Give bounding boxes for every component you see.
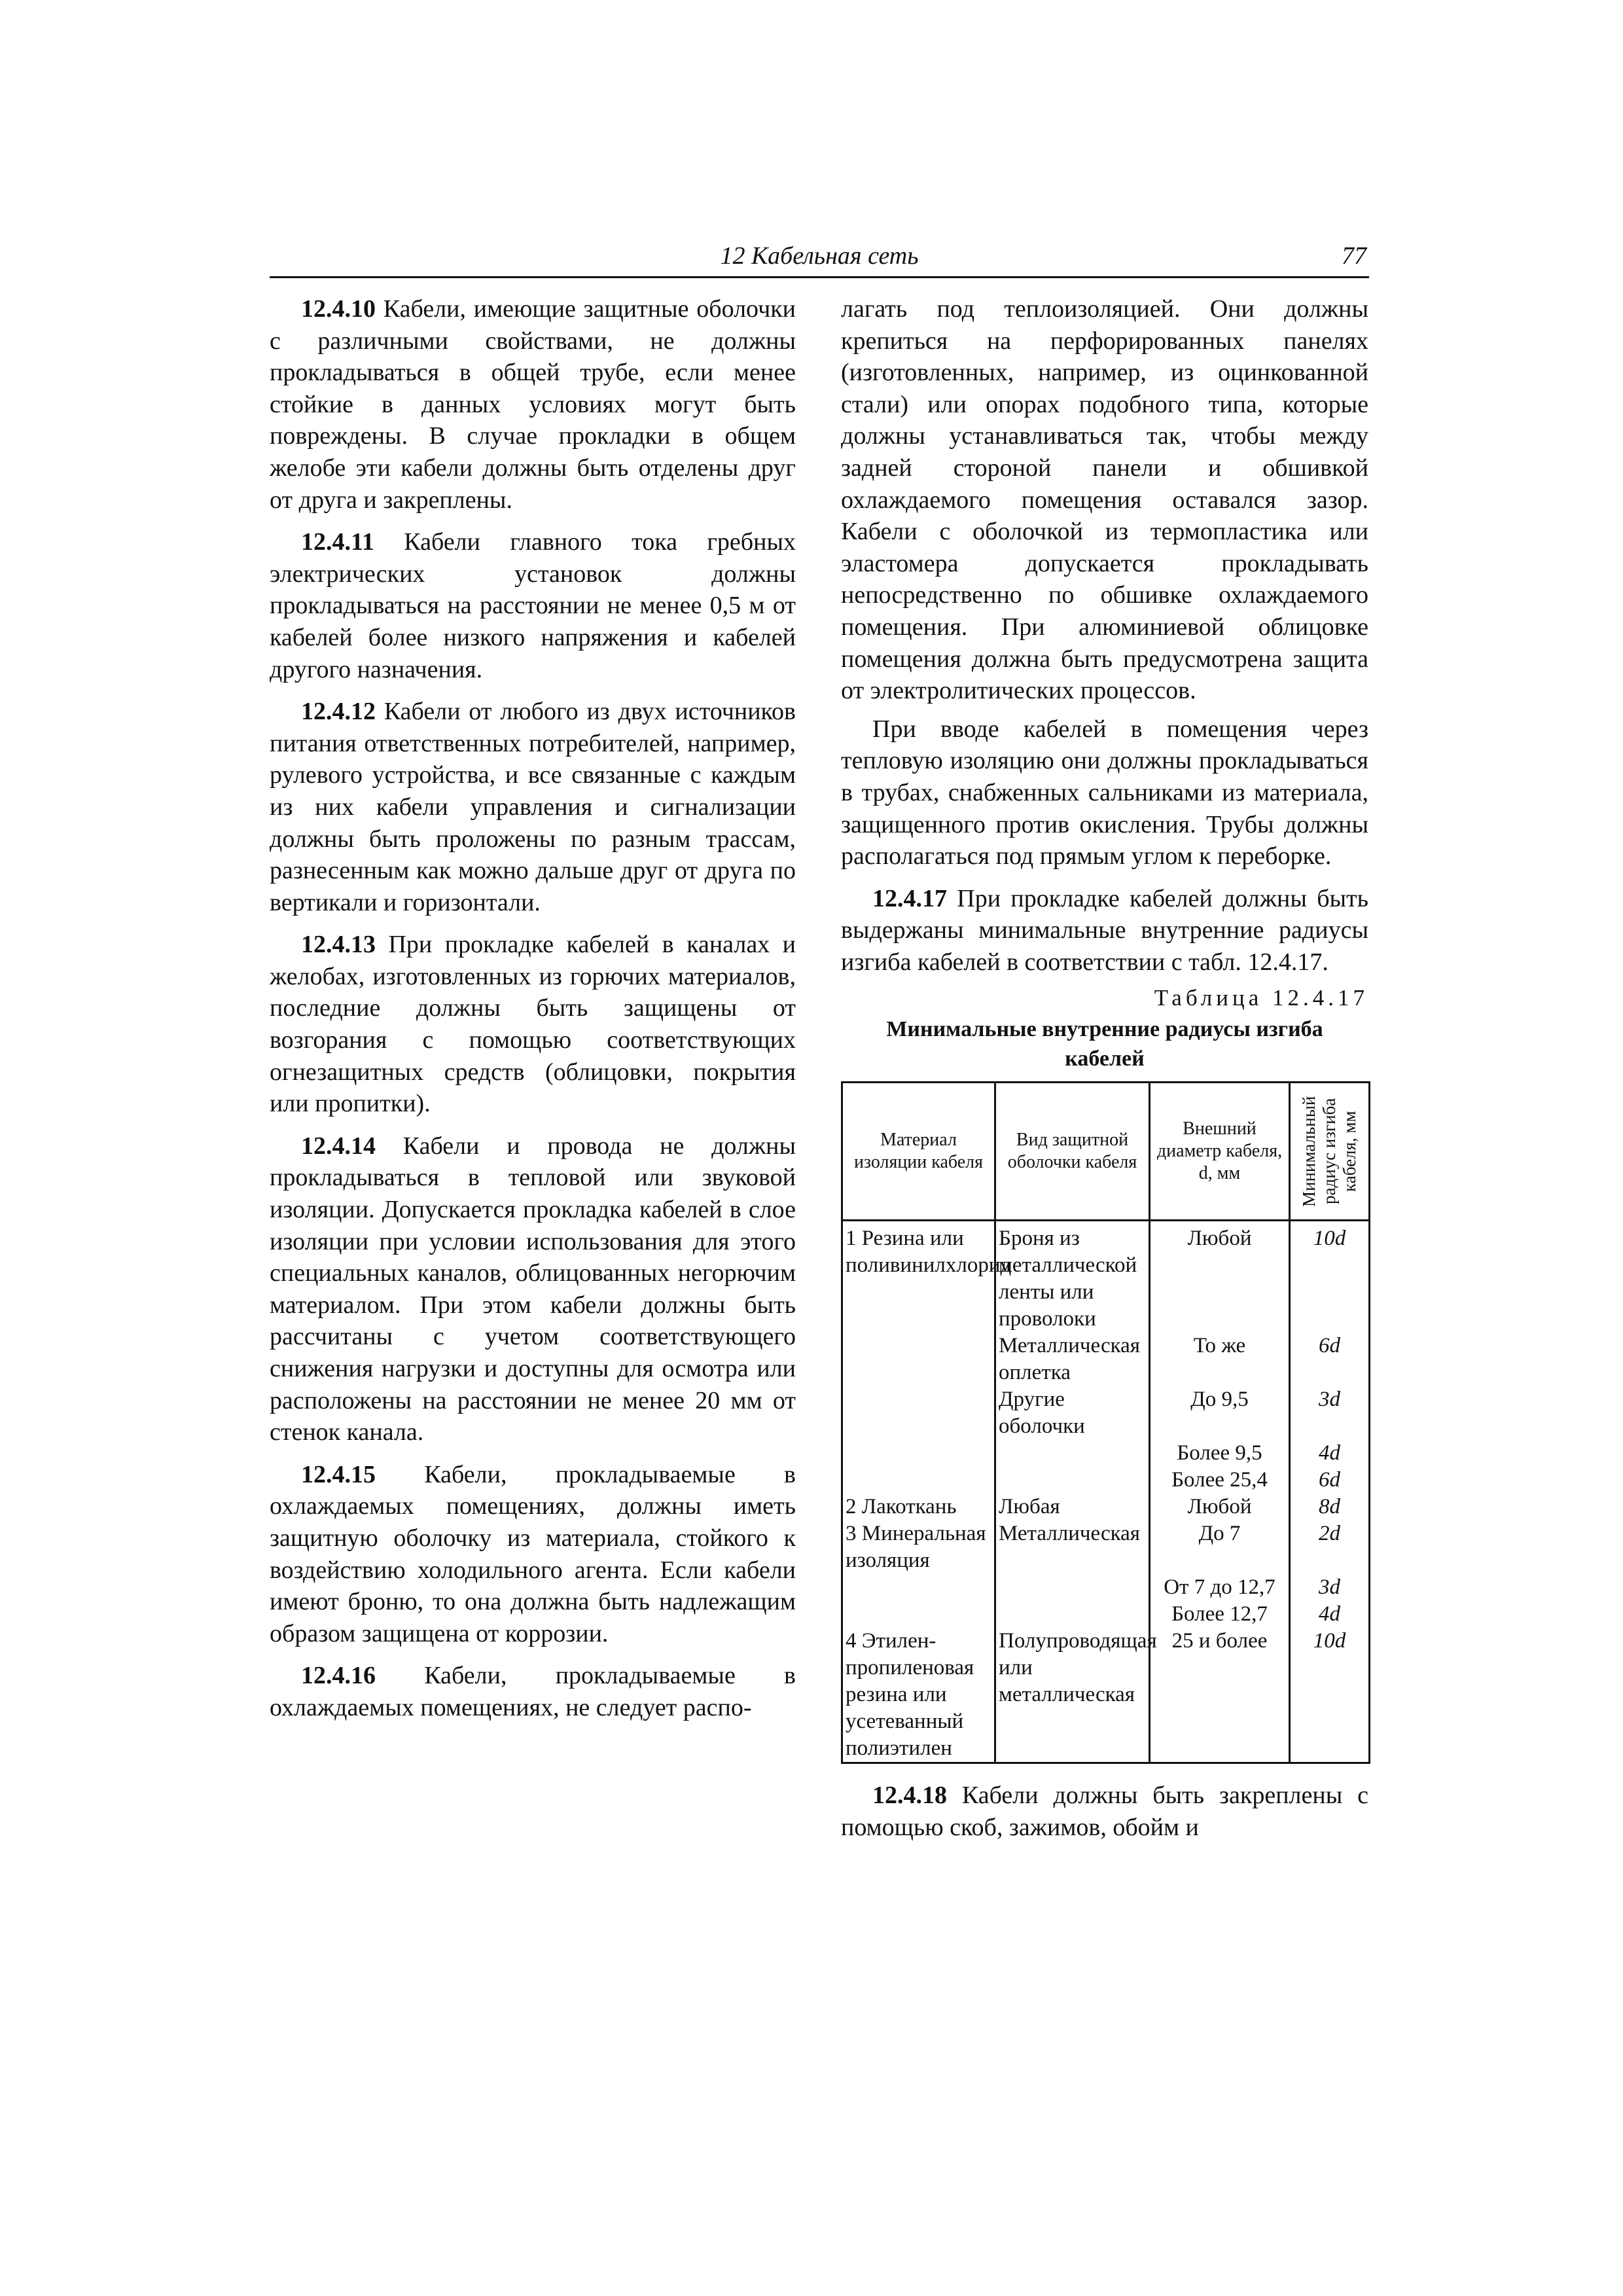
table-row xyxy=(842,1494,1370,1520)
paragraph-text: Кабели, прокладываемые в охлаждаемых помещениях, не следует распо- xyxy=(270,1662,796,1721)
cell-insulation: 3 Минеральная изоляция xyxy=(842,1520,995,1574)
table-row xyxy=(842,1628,1370,1763)
paragraph-12-4-17 xyxy=(841,883,1368,978)
table-row xyxy=(842,1574,1370,1601)
cell-insulation: 1 Резина или поливинилхлорид xyxy=(842,1221,995,1333)
cell-radius: 4d xyxy=(1290,1440,1370,1467)
cell-insulation xyxy=(842,1467,995,1494)
paragraph-12-4-16-continued: лагать под теплоизоляцией. Они должны крепиться на перфорированных панелях (изготовленных, например, из оцинкованной стали) или опорах подобного типа, которые должны устанавливаться так, чтобы между задней стороной панели и обшивкой охлаждаемого помещения оставался зазор. Кабели с оболочкой из термопластика или эластомера допускается прокладывать непосредственно по обшивке охлаждаемого помещения. При алюминиевой облицовке помещения должна быть предусмотрена защита от электролитических процессов. xyxy=(841,295,1368,705)
clause-number: 12.4.17 xyxy=(872,884,947,912)
header-sheath-type: Вид защитной оболочки кабеля xyxy=(995,1083,1150,1221)
clause-number: 12.4.15 xyxy=(301,1460,376,1488)
right-column xyxy=(841,293,1368,1844)
paragraph-text: Кабели и провода не должны прокладываться в тепловой или звуковой изоляции. Допускается прокладка кабелей в слое изоляции при условии использования для этого специальных каналов, облицованных негорючим материалом. При этом кабели должны быть рассчитаны с учетом соответствующего снижения нагрузки и доступны для осмотра или расположены на расстоянии не менее 20 мм от стенок канала. xyxy=(270,1132,796,1446)
cell-insulation xyxy=(842,1574,995,1601)
paragraph-12-4-13 xyxy=(270,929,796,1120)
cell-diameter: От 7 до 12,7 xyxy=(1150,1574,1290,1601)
table-header-row xyxy=(842,1083,1370,1221)
cell-radius: 4d xyxy=(1290,1601,1370,1628)
table-row xyxy=(842,1440,1370,1467)
cell-radius: 3d xyxy=(1290,1386,1370,1440)
cell-radius: 10d xyxy=(1290,1628,1370,1763)
cell-sheath: Металлическая xyxy=(995,1520,1150,1574)
paragraph-text: Кабели главного тока гребных электрических установок должны прокладываться на расстоянии не менее 0,5 м от кабелей более низкого напряжения и кабелей другого назначения. xyxy=(270,528,796,683)
cell-sheath: Любая xyxy=(995,1494,1150,1520)
table-row xyxy=(842,1520,1370,1574)
paragraph-12-4-14 xyxy=(270,1130,796,1448)
header-min-bend-radius-label: Минимальный радиус изгиба кабеля, мм xyxy=(1299,1096,1359,1208)
cell-diameter: Более 25,4 xyxy=(1150,1467,1290,1494)
page-number: 77 xyxy=(1342,242,1366,270)
cell-insulation xyxy=(842,1333,995,1386)
paragraph-text: Кабели должны быть закреплены с помощью скоб, зажимов, обойм и xyxy=(841,1782,1368,1842)
clause-number: 12.4.16 xyxy=(301,1662,376,1690)
cell-insulation: 4 Этилен-пропиленовая резина или усетеванный полиэтилен xyxy=(842,1628,995,1763)
cell-diameter: До 9,5 xyxy=(1150,1386,1290,1440)
paragraph-12-4-16 xyxy=(270,1660,796,1723)
paragraph-12-4-15 xyxy=(270,1459,796,1650)
left-column xyxy=(270,293,796,1724)
cell-sheath: Полупроводящая или металлическая xyxy=(995,1628,1150,1763)
cell-radius: 3d xyxy=(1290,1574,1370,1601)
header-insulation-material: Материал изоляции кабеля xyxy=(842,1083,995,1221)
cell-sheath: Другие оболочки xyxy=(995,1386,1150,1440)
table-row xyxy=(842,1333,1370,1386)
paragraph-text: Кабели, прокладываемые в охлаждаемых помещениях, должны иметь защитную оболочку из материала, стойкого к воздействию холодильного агента. Если кабели имеют броню, то она должна быть надлежащим образом защищена от коррозии. xyxy=(270,1460,796,1647)
paragraph-12-4-11 xyxy=(270,526,796,685)
table-row xyxy=(842,1601,1370,1628)
paragraph-text: Кабели, имеющие защитные оболочки с различными свойствами, не должны прокладываться в общей трубе, если менее стойкие в данных условиях могут быть повреждены. В случае прокладки в общем желобе эти кабели должны быть отделены друг от друга и закреплены. xyxy=(270,295,796,514)
clause-number: 12.4.18 xyxy=(872,1782,947,1810)
cell-insulation xyxy=(842,1601,995,1628)
paragraph-text: При прокладке кабелей должны быть выдержаны минимальные внутренние радиусы изгиба кабелей в соответствии с табл. 12.4.17. xyxy=(841,884,1368,976)
cell-sheath xyxy=(995,1574,1150,1601)
cell-diameter: Любой xyxy=(1150,1221,1290,1333)
bend-radius-table xyxy=(841,1081,1370,1764)
cell-radius: 2d xyxy=(1290,1520,1370,1574)
cell-diameter: Более 12,7 xyxy=(1150,1601,1290,1628)
paragraph-12-4-12 xyxy=(270,696,796,918)
paragraph-12-4-18 xyxy=(841,1780,1368,1843)
paragraph-12-4-10 xyxy=(270,293,796,516)
cell-radius: 10d xyxy=(1290,1221,1370,1333)
clause-number: 12.4.12 xyxy=(301,698,376,726)
cell-sheath: Металлическая оплетка xyxy=(995,1333,1150,1386)
cell-diameter: То же xyxy=(1150,1333,1290,1386)
paragraph-text: Кабели от любого из двух источников питания ответственных потребителей, например, рулевого устройства, и все связанные с каждым из них кабели управления и сигнализации должны быть проложены по разным трассам, разнесенным как можно дальше друг от друга по вертикали и горизонтали. xyxy=(270,698,796,916)
cell-insulation xyxy=(842,1440,995,1467)
header-outer-diameter: Внешний диаметр кабеля, d, мм xyxy=(1150,1083,1290,1221)
cell-sheath: Броня из металлической ленты или проволоки xyxy=(995,1221,1150,1333)
cell-diameter: Более 9,5 xyxy=(1150,1440,1290,1467)
running-header xyxy=(270,240,1369,278)
table-row xyxy=(842,1221,1370,1333)
cell-insulation: 2 Лакоткань xyxy=(842,1494,995,1520)
clause-number: 12.4.14 xyxy=(301,1132,376,1160)
cell-radius: 8d xyxy=(1290,1494,1370,1520)
clause-number: 12.4.10 xyxy=(301,295,376,323)
header-title: 12 Кабельная сеть xyxy=(720,242,919,270)
cell-diameter: Любой xyxy=(1150,1494,1290,1520)
paragraph-text: При прокладке кабелей в каналах и желобах, изготовленных из горючих материалов, последние должны быть защищены от возгорания с помощью соответствующих огнезащитных средств (облицовки, покрытия или пропитки). xyxy=(270,931,796,1118)
clause-number: 12.4.11 xyxy=(301,528,374,556)
table-caption: Таблица 12.4.17 xyxy=(1154,985,1368,1011)
table-row xyxy=(842,1386,1370,1440)
cell-sheath xyxy=(995,1467,1150,1494)
cell-insulation xyxy=(842,1386,995,1440)
cell-diameter: 25 и более xyxy=(1150,1628,1290,1763)
table-title: Минимальные внутренние радиусы изгиба кабелей xyxy=(886,1017,1323,1071)
cell-sheath xyxy=(995,1440,1150,1467)
cell-sheath xyxy=(995,1601,1150,1628)
clause-number: 12.4.13 xyxy=(301,931,376,959)
cell-radius: 6d xyxy=(1290,1467,1370,1494)
table-row xyxy=(842,1467,1370,1494)
header-min-bend-radius xyxy=(1290,1083,1370,1221)
paragraph-cable-entry: При вводе кабелей в помещения через тепловую изоляцию они должны прокладываться в трубах, снабженных сальниками из материала, защищенного против окисления. Трубы должны располагаться под прямым углом к переборке. xyxy=(841,715,1368,870)
cell-radius: 6d xyxy=(1290,1333,1370,1386)
cell-diameter: До 7 xyxy=(1150,1520,1290,1574)
